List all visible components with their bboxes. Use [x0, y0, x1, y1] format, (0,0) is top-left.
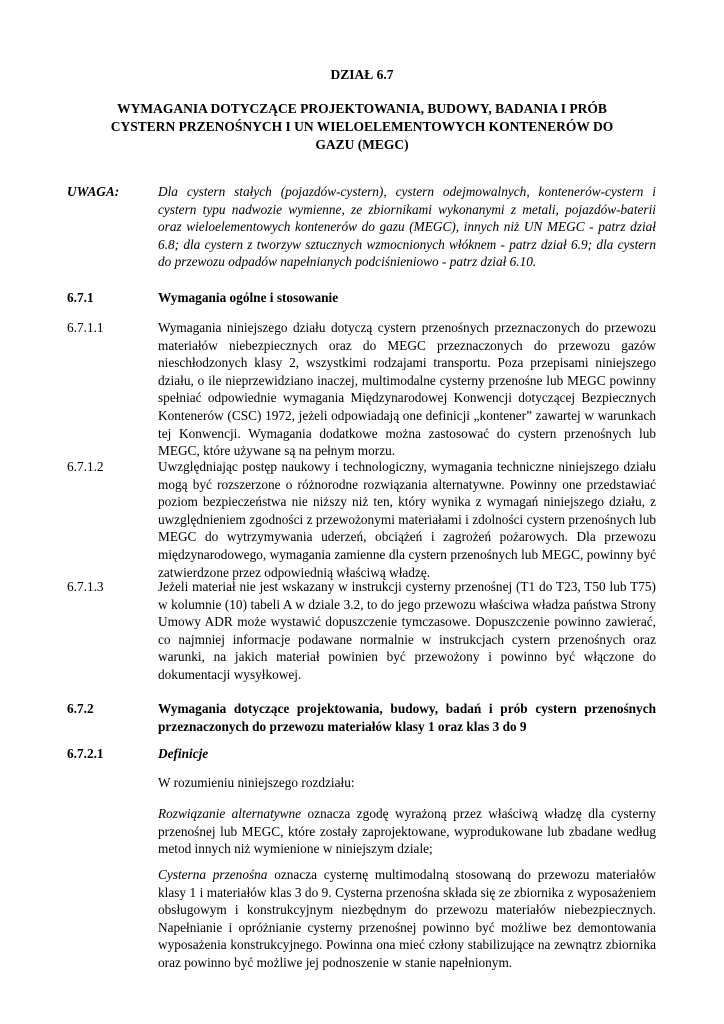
section-title-672: Wymagania dotyczące projektowania, budowy, badań i prób cystern przenośnych przeznaczonych do przewozu materiałów klasy 1 oraz klas 3 do 9: [158, 701, 656, 734]
para-number-6712: 6.7.1.2: [67, 459, 104, 474]
para-number-6713: 6.7.1.3: [67, 579, 104, 594]
definition-term-alternative: Rozwiązanie alternatywne: [158, 806, 302, 821]
para-number-6711: 6.7.1.1: [67, 320, 104, 335]
section-number-672: 6.7.2: [67, 701, 94, 716]
title-line-3: GAZU (MEGC): [315, 137, 409, 152]
chapter-heading: DZIAŁ 6.7: [330, 67, 394, 82]
para-text-6713: Jeżeli materiał nie jest wskazany w instrukcji cysterny przenośnej (T1 do T23, T50 lub T75) w kolumnie (10) tabeli A w dziale 3.2, to do jego przewozu właściwa władza państwa Strony Umowy ADR może wystawić dopuszczenie tymczasowe. Dopuszczenie powinno zawierać, co najmniej informacje podawane normalnie w instrukcjach cystern przenośnych oraz warunki, na jakich materiał powinien być przewożony i powinno być włączone do dokumentacji wysyłkowej.: [158, 579, 656, 682]
definition-text-alternative: oznacza zgodę wyrażoną przez właściwą władzę dla cysterny przenośnej lub MEGC, które zostały zaprojektowane, wyprodukowane lub zbadane według metod innych niż wymienione w niniejszym dziale;: [158, 806, 656, 857]
definition-portable-tank: [158, 866, 656, 972]
title-line-1: WYMAGANIA DOTYCZĄCE PROJEKTOWANIA, BUDOWY, BADANIA I PRÓB: [117, 101, 607, 116]
para-text-6712: Uwzględniając postęp naukowy i technologiczny, wymagania techniczne niniejszego działu mogą być rozszerzone o różnorodne rozwiązania alternatywne. Powinny one przedstawiać poziom bezpieczeństwa nie niższy niż ten, który wynika z wymagań niniejszego działu, z uwzględnieniem zgodności z przewożonymi materiałami i zdolności cystern przenośnych lub MEGC do wytrzymywania uderzeń, obciążeń i zagrożeń pożarowych. Dla przewozu międzynarodowego, wymagania zamienne dla cystern przenośnych lub MEGC, powinny być zatwierdzone przez odpowiednią właściwą władzę.: [158, 459, 656, 580]
section-number-6721: 6.7.2.1: [67, 746, 104, 761]
note-text: Dla cystern stałych (pojazdów-cystern), cystern odejmowalnych, kontenerów-cystern i cystern typu nadwozie wymienne, ze zbiornikami wykonanymi z metali, pojazdów-baterii oraz wieloelementowych kontenerów do gazu (MEGC), innych niż UN MEGC - patrz dział 6.8; dla cystern z tworzyw sztucznych wzmocnionych włóknem - patrz dział 6.9; dla cystern do przewozu odpadów napełnianych podciśnieniowo - patrz dział 6.10.: [158, 184, 656, 270]
section-number-671: 6.7.1: [67, 290, 94, 305]
section-title-671: Wymagania ogólne i stosowanie: [158, 290, 339, 305]
definition-term-portable-tank: Cysterna przenośna: [158, 867, 268, 882]
title-line-2: CYSTERN PRZENOŚNYCH I UN WIELOELEMENTOWYCH KONTENERÓW DO: [110, 119, 614, 134]
para-text-6711: Wymagania niniejszego działu dotyczą cystern przenośnych przeznaczonych do przewozu materiałów niebezpiecznych oraz do MEGC przeznaczonych do przewozu gazów nieschłodzonych klasy 2, wszystkimi rodzajami transportu. Poza przepisami niniejszego działu, o ile nieprzewidziano inaczej, multimodalne cysterny przenośne lub MEGC powinny spełniać odpowiednie wymagania Międzynarodowej Konwencji dotyczącej Bezpiecznych Kontenerów (CSC) 1972, jeżeli odpowiadają one definicji „kontener” zawartej w warunkach tej Konwencji. Wymagania dodatkowe można zastosować do cystern przenośnych lub MEGC, które używane są na pełnym morzu.: [158, 320, 656, 459]
definition-alternative: [158, 805, 656, 858]
definition-text-portable-tank: oznacza cysternę multimodalną stosowaną do przewozu materiałów klasy 1 i materiałów klas 3 do 9. Cysterna przenośna składa się ze zbiornika z wyposażeniem obsługowym i konstrukcyjnym niezbędnym do przewozu materiałów niebezpiecznych. Napełnianie i opróżnianie cysterny przenośnej powinno być możliwe bez demontowania wyposażenia konstrukcyjnego. Powinna ona mieć człony stabilizujące na zewnątrz zbiornika oraz powinno być możliwe jej podnoszenie w stanie napełnionym.: [158, 867, 656, 970]
definitions-intro: W rozumieniu niniejszego rozdziału:: [158, 775, 355, 790]
section-title-6721: Definicje: [158, 746, 209, 761]
note-label: UWAGA:: [67, 184, 120, 199]
